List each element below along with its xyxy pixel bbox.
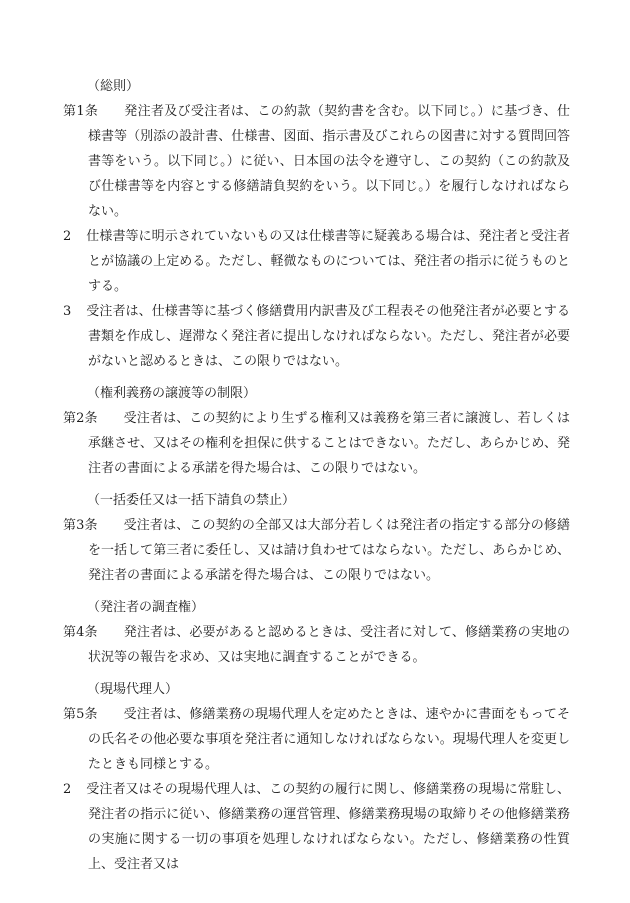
article-text: 受注者は、修繕業務の現場代理人を定めたときは、速やかに書面をもってその氏名その他必要な事項を発注者に通知しなければならない。現場代理人を変更したときも同様とする。 [88,707,570,772]
paragraph-number: 2 [63,782,72,797]
article-text: 受注者は、この契約の全部又は大部分若しくは発注者の指定する部分の修繕を一括して第三者に委任し、又は請け負わせてはならない。ただし、あらかじめ、発注者の書面による承諾を得た場合は、この限りではない。 [88,518,570,583]
paragraph-text: 受注者又はその現場代理人は、この契約の履行に関し、修繕業務の現場に常駐し、発注者の指示に従い、修繕業務の運営管理、修繕業務現場の取締りその他修繕業務の実施に関する一切の事項を処理しなければならない。ただし、修繕業務の性質上、受注者又は [86,782,570,872]
section-heading: （発注者の調査権） [87,600,205,615]
article-number: 第4条 [63,625,98,640]
paragraph-text: 仕様書等に明示されていないもの又は仕様書等に疑義ある場合は、発注者と受注者とが協議の上定める。ただし、軽微なものについては、発注者の指示に従うものとする。 [86,229,570,294]
paragraph [63,299,570,374]
article-number: 第1条 [63,104,99,119]
section-heading: （総則） [87,79,140,94]
article [63,513,570,588]
paragraph [63,777,570,877]
article-text: 受注者は、この契約により生ずる権利又は義務を第三者に譲渡し、若しくは承継させ、又はその権利を担保に供することはできない。ただし、あらかじめ、発注者の書面による承諾を得た場合は、この限りではない。 [88,411,570,476]
paragraph-number: 2 [63,229,72,244]
article-number: 第5条 [63,707,98,722]
paragraph-text: 受注者は、仕様書等に基づく修繕費用内訳書及び工程表その他発注者が必要とする書類を作成し、遅滞なく発注者に提出しなければならない。ただし、発注者が必要がないと認めるときは、この限りではない。 [86,304,570,369]
article [63,406,570,481]
article-text: 発注者及び受注者は、この約款（契約書を含む。以下同じ。）に基づき、仕様書等（別添の設計書、仕様書、図面、指示書及びこれらの図書に対する質問回答書等をいう。以下同じ。）に従い、日本国の法令を遵守し、この契約（この約款及び仕様書等を内容とする修繕請負契約をいう。以下同じ。）を履行しなければならない。 [88,104,570,219]
article [63,620,570,670]
article-number: 第3条 [63,518,98,533]
article-text: 発注者は、必要があると認めるときは、受注者に対して、修繕業務の実地の状況等の報告を求め、又は実地に調査することができる。 [88,625,570,665]
article-number: 第2条 [63,411,98,426]
document-content [63,74,570,877]
section-heading: （権利義務の譲渡等の制限） [87,386,257,401]
section-heading: （一括委任又は一括下請負の禁止） [87,493,296,508]
article [63,99,570,224]
section-heading: （現場代理人） [87,682,179,697]
paragraph [63,224,570,299]
article [63,702,570,777]
paragraph-number: 3 [63,304,72,319]
